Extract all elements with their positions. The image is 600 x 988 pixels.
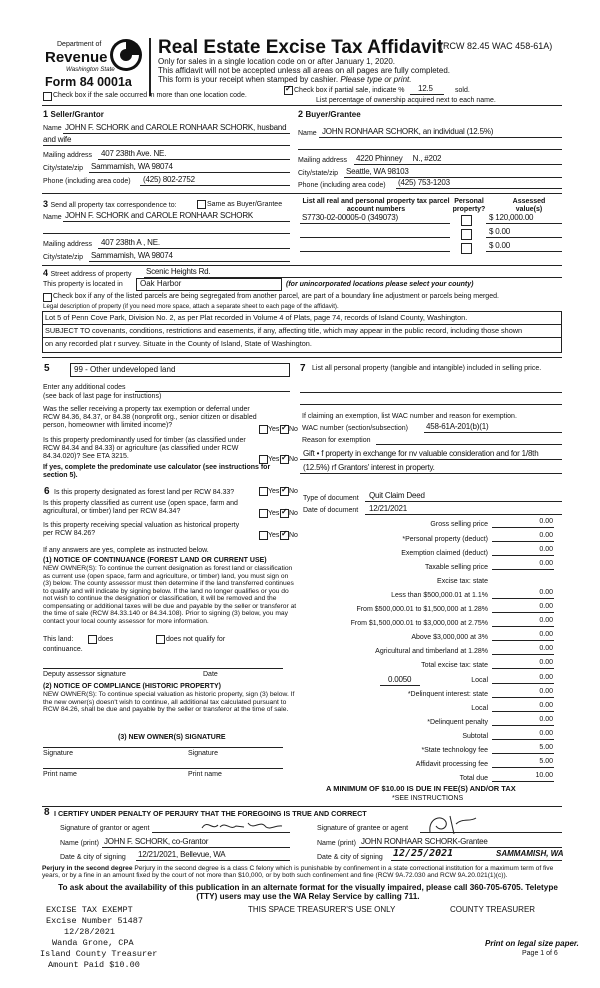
tax-value-taxable[interactable]: 0.00 — [539, 560, 553, 567]
grantee-date-label: Date & city of signing — [317, 854, 383, 861]
exemption-question: Was the seller receiving a property tax exemption or deferral under RCW 84.36, 84.37, or 84.38 (nonprofit org., senior citizen or disabled person, homeowner with limited income)? — [43, 406, 257, 429]
subtitle-1: Only for sales in a single location code on or after January 1, 2020. — [158, 57, 396, 66]
tax-value-exemption[interactable]: 0.00 — [539, 546, 553, 553]
timber-no-checkbox[interactable] — [280, 455, 289, 464]
same-as-buyer-label: Same as Buyer/Grantee — [207, 201, 283, 208]
continuance-label: continuance. — [43, 646, 83, 653]
exemption-no-checkbox[interactable] — [280, 425, 289, 434]
wac-label: WAC number (section/subsection) — [302, 425, 408, 432]
tax-corr-name-label: Name — [43, 214, 62, 221]
this-land-label: This land: — [43, 636, 74, 643]
form-number: Form 84 0001a — [45, 75, 132, 89]
tax-label-tier3: From $1,500,000.01 to $3,000,000 at 2.75% — [350, 620, 488, 627]
tax-corr-mailing-label: Mailing address — [43, 241, 93, 248]
tax-label-total-due: Total due — [459, 775, 488, 782]
tax-label-interest-local: Local — [471, 705, 488, 712]
sec6-number: 6 — [44, 486, 50, 497]
legal-paper-note: Print on legal size paper. — [485, 939, 579, 948]
treasurer-only: THIS SPACE TREASURER'S USE ONLY — [248, 905, 396, 914]
exemption-yes-checkbox[interactable] — [259, 425, 268, 434]
timber-yes-label: Yes — [268, 456, 280, 463]
tax-value-tier1[interactable]: 0.00 — [539, 589, 553, 596]
stamp-line-6: Amount Paid $10.00 — [48, 960, 140, 970]
historic-question: Is this property receiving special valuation as historical property per RCW 84.26? — [43, 522, 240, 537]
dept-line3: Washington State — [66, 66, 115, 73]
personal-property-label: List all personal property (tangible and intangible) included in selling price. — [312, 365, 542, 372]
tax-value-tech-fee[interactable]: 5.00 — [539, 744, 553, 751]
forest-question: Is this property designated as forest land per RCW 84.33? — [54, 489, 235, 496]
stamp-line-2: Excise Number 51487 — [46, 916, 143, 926]
tax-label-excise-state: Excise tax: state — [437, 578, 488, 585]
tax-label-gross: Gross selling price — [430, 521, 488, 528]
use-code-select[interactable] — [70, 363, 290, 377]
assessor-sig-label: Deputy assessor signature — [43, 671, 126, 678]
buyer-phone-label: Phone (including area code) — [298, 182, 386, 189]
form-title: Real Estate Excise Tax Affidavit — [158, 37, 444, 58]
notice2-heading: (2) NOTICE OF COMPLIANCE (HISTORIC PROPERTY) — [43, 683, 221, 690]
tax-label-penalty: *Delinquent penalty — [427, 719, 488, 726]
perjury-statement: Perjury in the second degree Perjury in the second degree is a class C felony which is punishable by confinement in a state correctional institution for a maximum term of five years, or by a fine in an amount fixed by the court of not more than $10,000, or by both such confinement and fine (RCW 9A.72.030 and RCW 9A.20.021(1)(c)). — [42, 865, 554, 879]
subtitle-3: This form is your receipt when stamped by cashier. Please type or print. — [158, 75, 412, 84]
grantor-name-label: Name (print) — [60, 840, 99, 847]
tax-label-tier1: Less than $500,000.01 at 1.1% — [391, 592, 488, 599]
parcel-personal-checkbox-2[interactable] — [461, 229, 472, 240]
located-select[interactable] — [136, 278, 282, 291]
multi-location-checkbox[interactable] — [43, 92, 52, 101]
alt-format-note: To ask about the availability of this publication in an alternate format for the visually impaired, please call 360-705-6705. Teletype (TTY) users may use the WA Relay Service by calling 711. — [58, 883, 558, 901]
tax-value-total-state[interactable]: 0.00 — [539, 659, 553, 666]
dor-logo-icon — [108, 37, 144, 73]
parcel-value-3[interactable]: $ 0.00 — [489, 241, 511, 250]
current-use-yes-checkbox[interactable] — [259, 509, 268, 518]
owner-print-label-2: Print name — [188, 771, 222, 778]
grantee-sig-label: Signature of grantee or agent — [317, 825, 409, 832]
forest-yes-checkbox[interactable] — [259, 487, 268, 496]
tax-label-exemption: Exemption claimed (deduct) — [401, 550, 488, 557]
same-as-buyer-checkbox[interactable] — [197, 200, 206, 209]
seller-city-label: City/state/zip — [43, 165, 84, 172]
notice1-heading: (1) NOTICE OF CONTINUANCE (FOREST LAND OR CURRENT USE) — [43, 557, 267, 564]
tax-value-penalty[interactable]: 0.00 — [539, 716, 553, 723]
forest-yes-label: Yes — [268, 488, 280, 495]
tax-corr-name[interactable]: JOHN F. SCHORK and CAROLE RONHAAR SCHORK — [65, 211, 254, 220]
grantor-date-label: Date & city of signing — [60, 854, 126, 861]
tax-value-agricultural[interactable]: 0.00 — [539, 645, 553, 652]
partial-sale-percent[interactable]: 12.5 — [418, 84, 433, 93]
legal-description-box[interactable] — [42, 311, 562, 353]
street-heading: 4 Street address of property — [43, 268, 132, 278]
parcel-number-1[interactable]: S7730-02-00005-0 (349073) — [302, 213, 398, 222]
parcel-col-numbers: List all real and personal property tax parcel account numbers — [302, 198, 450, 213]
parcel-col-personal: Personal property? — [452, 198, 486, 213]
tax-value-tier4[interactable]: 0.00 — [539, 631, 553, 638]
use-code-value: 99 - Other undeveloped land — [74, 365, 176, 374]
parcel-value-1[interactable]: $ 120,000.00 — [489, 213, 534, 222]
tax-label-processing-fee: Affidavit processing fee — [415, 761, 488, 768]
sec5-number: 5 — [44, 363, 50, 374]
tax-label-personal: *Personal property (deduct) — [402, 536, 488, 543]
reason-line-1[interactable]: Gift • f property in exchange for nv valuable consideration and for 1/8th — [303, 449, 539, 458]
seller-name-line1[interactable]: JOHN F. SCHORK and CAROLE RONHAAR SCHORK, husband — [65, 123, 287, 132]
tax-value-tier3[interactable]: 0.00 — [539, 617, 553, 624]
segregated-checkbox[interactable] — [43, 293, 52, 302]
historic-no-checkbox[interactable] — [280, 531, 289, 540]
exempt-text: If claiming an exemption, list WAC number and reason for exemption. — [302, 413, 517, 420]
wac-number[interactable]: 458-61A-201(b)(1) — [426, 422, 489, 431]
grantor-signature — [196, 817, 286, 833]
grantor-name[interactable]: JOHN F. SCHORK, co-Grantor — [104, 837, 209, 846]
notice1-body: NEW OWNER(S): To continue the current designation as forest land or classification as current use (open space, farm and agriculture, or timber) land, you must sign on (3) below. The county assessor must then determine if the land transferred continues to qualify and will indicate by signing below. If the land no longer qualifies or you do not wish to continue the designation or classification, it will be removed and the compensating or additional taxes will be due and payable by the seller or transferor at the time of sale (RCW 84.33.140 or 84.34.108). Prior to signing (3) below, you may contact your local county assessor for more information. — [43, 565, 297, 625]
tax-label-local: Local — [471, 677, 488, 684]
stamp-line-4: Wanda Grone, CPA — [52, 938, 134, 948]
tax-corr-city[interactable]: Sammamish, WA 98074 — [91, 251, 173, 260]
doc-type[interactable]: Quit Claim Deed — [369, 491, 425, 500]
legal-line-2: SUBJECT TO covenants, conditions, restrictions and easements, if any, affecting title, which may appear in the public record, including those shown — [45, 326, 523, 335]
does-label: does — [98, 636, 114, 643]
located-label: This property is located in — [43, 281, 123, 288]
tax-value-gross[interactable]: 0.00 — [539, 518, 553, 525]
partial-sale-note: List percentage of ownership acquired next to each name. — [316, 97, 496, 104]
seller-city[interactable]: Sammamish, WA 98074 — [91, 162, 173, 171]
timber-yes-checkbox[interactable] — [259, 455, 268, 464]
sec8-heading: I CERTIFY UNDER PENALTY OF PERJURY THAT THE FOREGOING IS TRUE AND CORRECT — [54, 809, 367, 818]
located-value: Oak Harbor — [140, 279, 182, 288]
reason-line-2[interactable]: (12.5%) rf Grantors' interest in property. — [303, 463, 435, 472]
tax-corr-city-label: City/state/zip — [43, 254, 84, 261]
partial-sale-suffix: sold. — [455, 87, 470, 94]
seller-phone[interactable]: (425) 802-2752 — [143, 175, 195, 184]
current-use-no-checkbox[interactable] — [280, 509, 289, 518]
sec7-number: 7 — [300, 363, 306, 374]
buyer-city[interactable]: Seattle, WA 98103 — [346, 167, 409, 176]
seller-name-label: Name — [43, 125, 62, 132]
tax-label-tech-fee: *State technology fee — [421, 747, 488, 754]
subtitle-2: This affidavit will not be accepted unless all areas on all pages are fully completed. — [158, 66, 451, 75]
tax-label-agricultural: Agricultural and timberland at 1.28% — [375, 648, 488, 655]
historic-yes-label: Yes — [268, 532, 280, 539]
tax-value-subtotal[interactable]: 0.00 — [539, 730, 553, 737]
buyer-mailing-label: Mailing address — [298, 157, 348, 164]
parcel-value-2[interactable]: $ 0.00 — [489, 227, 511, 236]
legal-line-1: Lot 5 of Penn Cove Park, Division No. 2, as per Plat recorded in Volume 4 of Plats, page 74, records of Island County, Washington. — [45, 313, 468, 322]
stamp-line-5: Island County Treasurer — [40, 949, 158, 959]
rcw-reference: (RCW 82.45 WAC 458-61A) — [440, 41, 553, 51]
doc-date[interactable]: 12/21/2021 — [369, 504, 408, 513]
dept-line1: Department of — [57, 41, 102, 48]
partial-sale-checkbox[interactable] — [284, 86, 293, 95]
tax-label-taxable: Taxable selling price — [424, 564, 488, 571]
seller-mailing-label: Mailing address — [43, 152, 93, 159]
tax-value-interest-local[interactable]: 0.00 — [539, 702, 553, 709]
reason-label: Reason for exemption — [302, 437, 371, 444]
segregated-label: Check box if any of the listed parcels are being segregated from another parcel, are part of a boundary line adjustment or parcels being merged. — [53, 293, 499, 300]
timber-question: Is this property predominantly used for timber (as classified under RCW 84.34 and 84.33) or agriculture (as classified under RCW 84.34.020)? See ETA 3215. — [43, 437, 246, 460]
notice2-body: NEW OWNER(S): To continue special valuation as historic property, sign (3) below. If the new owner(s) doesn't wish to continue, all additional tax calculated pursuant to RCW 84.26, shall be due and payable by the seller or transferor at the time of sale. — [43, 691, 295, 713]
seller-mailing[interactable]: 407 238th Ave. NE. — [101, 149, 167, 158]
tax-value-tier2[interactable]: 0.00 — [539, 603, 553, 610]
parcel-personal-checkbox-1[interactable] — [461, 215, 472, 226]
notice3-heading: (3) NEW OWNER(S) SIGNATURE — [118, 734, 226, 741]
tax-label-tier2: From $500,000.01 to $1,500,000 at 1.28% — [356, 606, 488, 613]
tax-value-interest-state[interactable]: 0.00 — [539, 688, 553, 695]
see-instructions: *SEE INSTRUCTIONS — [392, 795, 464, 802]
multi-location-label: Check box if the sale occurred in more than one location code. — [53, 92, 247, 99]
tax-corr-heading: 3 Send all property tax correspondence to: — [43, 199, 177, 209]
tax-label-total-state: Total excise tax: state — [421, 662, 488, 669]
doc-date-label: Date of document — [303, 507, 359, 514]
parcel-col-assessed: Assessed value(s) — [512, 198, 546, 213]
owner-sig-label-2: Signature — [188, 750, 218, 757]
minimum-due-note: A MINIMUM OF $10.00 IS DUE IN FEE(S) AND/OR TAX — [326, 784, 516, 793]
county-treasurer: COUNTY TREASURER — [450, 905, 536, 914]
seller-heading: 1 Seller/Grantor — [43, 109, 104, 119]
historic-no-label: No — [289, 532, 298, 539]
tax-value-personal[interactable]: 0.00 — [539, 532, 553, 539]
current-use-question: Is this property classified as current use (open space, farm and agricultural, or timber) land per RCW 84.34? — [43, 500, 238, 515]
buyer-name-label: Name — [298, 130, 317, 137]
located-note: (for unincorporated locations please select your county) — [286, 281, 474, 288]
current-use-no-label: No — [289, 510, 298, 517]
grantee-name[interactable]: JOHN RONHAAR SCHORK-Grantee — [361, 837, 488, 846]
local-rate[interactable]: 0.0050 — [388, 675, 412, 684]
dept-line2: Revenue — [45, 49, 108, 66]
owner-sig-label-1: Signature — [43, 750, 73, 757]
additional-codes-note: (see back of last page for instructions) — [43, 393, 162, 400]
tax-label-subtotal: Subtotal — [462, 733, 488, 740]
buyer-mailing[interactable]: 4220 Phinney N., #202 — [356, 154, 442, 163]
grantor-sig-label: Signature of grantor or agent — [60, 825, 150, 832]
does-not-checkbox[interactable] — [156, 635, 165, 644]
tax-value-total-due[interactable]: 10.00 — [535, 772, 553, 779]
tax-value-processing-fee[interactable]: 5.00 — [539, 758, 553, 765]
grantor-date[interactable]: 12/21/2021, Bellevue, WA — [138, 850, 226, 859]
current-use-yes-label: Yes — [268, 510, 280, 517]
historic-yes-checkbox[interactable] — [259, 531, 268, 540]
legal-label: Legal description of property (if you need more space, attach a separate sheet to each page of the affidavit). — [43, 303, 339, 310]
timber-no-label: No — [289, 456, 298, 463]
sec8-number: 8 — [44, 807, 50, 818]
buyer-phone[interactable]: (425) 753-1203 — [398, 178, 450, 187]
grantee-city[interactable]: SAMMAMISH, WA — [496, 849, 564, 858]
stamp-line-3: 12/28/2021 — [64, 927, 116, 937]
additional-codes-label: Enter any additional codes — [43, 384, 126, 391]
seller-phone-label: Phone (including area code) — [43, 178, 131, 185]
does-checkbox[interactable] — [88, 635, 97, 644]
answer-note: If any answers are yes, complete as instructed below. — [43, 547, 209, 554]
buyer-city-label: City/state/zip — [298, 170, 339, 177]
street-address[interactable]: Scenic Heights Rd. — [146, 267, 211, 276]
buyer-heading: 2 Buyer/Grantee — [298, 109, 361, 119]
does-not-label: does not qualify for — [166, 636, 226, 643]
buyer-name[interactable]: JOHN RONHAAR SCHORK, an individual (12.5%) — [322, 127, 494, 136]
forest-no-label: No — [289, 488, 298, 495]
doc-type-label: Type of document — [303, 495, 359, 502]
parcel-personal-checkbox-3[interactable] — [461, 243, 472, 254]
tax-label-tier4: Above $3,000,000 at 3% — [411, 634, 488, 641]
stamp-line-1: EXCISE TAX EXEMPT — [46, 905, 133, 915]
page-number: Page 1 of 6 — [522, 950, 558, 957]
exemption-no-label: No — [289, 426, 298, 433]
tax-corr-mailing[interactable]: 407 238th A , NE. — [101, 238, 160, 247]
exemption-yes-label: Yes — [268, 426, 280, 433]
timber-instructions: If yes, complete the predominate use calculator (see instructions for section 5). — [43, 464, 271, 479]
partial-sale-label: Check box if partial sale, indicate % — [294, 87, 405, 94]
legal-line-3: on any recorded plat r survey. Situate in the County of Island, State of Washington. — [45, 339, 312, 348]
tax-value-local[interactable]: 0.00 — [539, 674, 553, 681]
grantee-name-label: Name (print) — [317, 840, 356, 847]
owner-print-label-1: Print name — [43, 771, 77, 778]
assessor-date-label: Date — [203, 671, 218, 678]
seller-name-line2[interactable]: and wife — [43, 135, 72, 144]
forest-no-checkbox[interactable] — [280, 487, 289, 496]
grantee-date[interactable]: 12/25/2021 — [393, 848, 454, 859]
tax-label-interest-state: *Delinquent interest: state — [407, 691, 488, 698]
